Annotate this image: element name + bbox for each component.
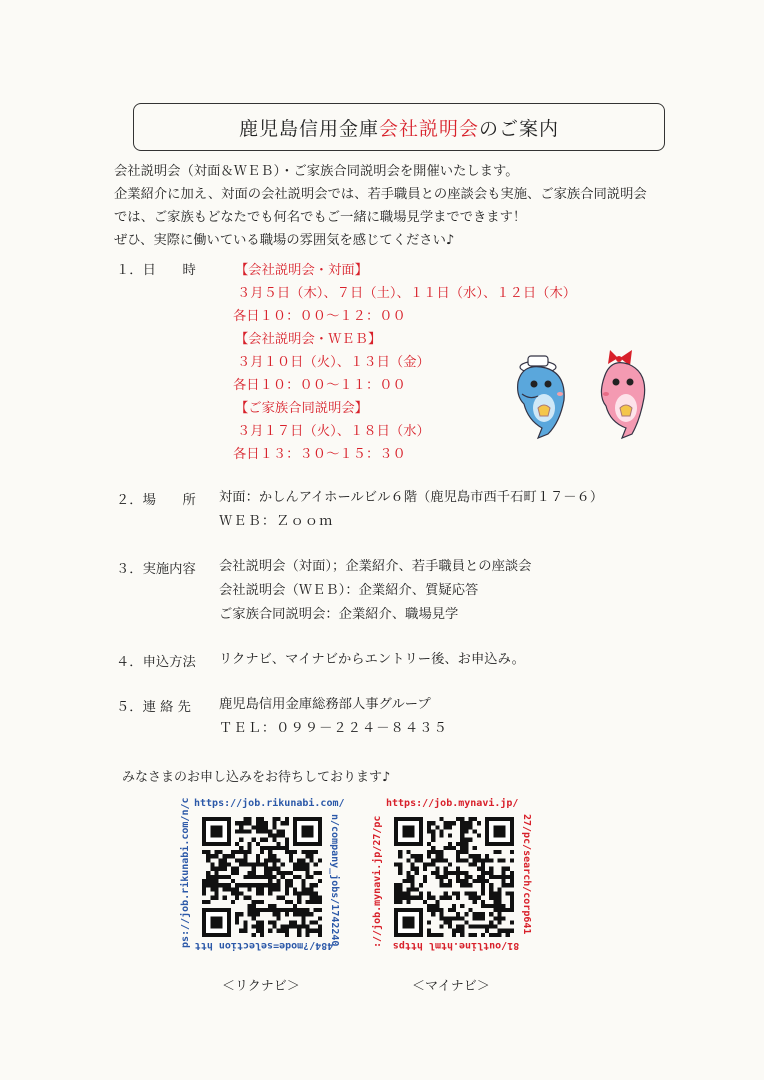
qr-url-left: ://job.mynavi.jp/27/pc: [372, 815, 383, 948]
qr-url-left: ps://job.rikunabi.com/n/c: [180, 797, 191, 948]
qr-url-right: 27/pc/search/corp641: [521, 814, 532, 935]
section-label-datetime: １．日 時: [116, 263, 196, 278]
intro-line: 企業紹介に加え、対面の会社説明会では、若手職員との座談会も実施、ご家族合同説明会: [114, 187, 647, 202]
section-label-place: ２．場 所: [116, 493, 196, 508]
title-highlight: 会社説明会: [378, 117, 479, 140]
section-text-contact: [219, 693, 448, 741]
mascot-dolphins-illustration: [508, 342, 658, 442]
section-text-place: [219, 486, 603, 534]
section-text-apply: [219, 648, 525, 672]
qr-code-icon: [202, 816, 322, 938]
schedule-heading: 【会社説明会・ＷＥＢ】: [235, 332, 382, 347]
schedule-time: 各日１０：００～１２：００: [233, 309, 406, 324]
qr-url-right-wrap: [328, 814, 342, 958]
content-line: 会社説明会（ＷＥＢ）：企業紹介、質疑応答: [219, 583, 479, 598]
content-line: ご家族合同説明会：企業紹介、職場見学: [219, 607, 459, 622]
schedule-dates: ３月１７日（火）、１８日（水）: [237, 424, 430, 439]
qr-url-top: https://job.rikunabi.com/: [194, 798, 345, 809]
qr-code-icon: [394, 816, 514, 938]
qr-url-top: https://job.mynavi.jp/: [386, 798, 519, 809]
intro-line: では、ご家族もどなたでも何名でもご一緒に職場見学までできます！: [114, 210, 527, 225]
qr-url-left-wrap: [370, 808, 384, 952]
section-label-apply: ４．申込方法: [116, 655, 196, 670]
qr-url-bottom: 81/outline.html https: [392, 940, 520, 951]
section-text-content: [219, 555, 531, 627]
place-line: ＷＥＢ：Ｚｏｏｍ: [219, 514, 334, 529]
schedule-time: 各日１３：３０～１５：３０: [233, 447, 406, 462]
qr-url-bottom: 484/?mode=selection htt: [194, 940, 334, 951]
title-box: [133, 103, 665, 151]
qr-caption-mynavi: ＜マイナビ＞: [412, 979, 490, 994]
schedule-time: 各日１０：００～１１：００: [233, 378, 406, 393]
title-suffix: のご案内: [479, 117, 560, 140]
schedule-dates: ３月１０日（火）、１３日（金）: [237, 355, 430, 370]
intro-paragraph: [114, 160, 714, 252]
schedule-dates: ３月５日（木）、７日（土）、１１日（水）、１２日（木）: [237, 286, 577, 301]
qr-url-right-wrap: [520, 814, 534, 958]
contact-phone: ＴＥＬ：０９９－２２４－８４３５: [219, 721, 448, 736]
apply-line: リクナビ、マイナビからエントリー後、お申込み。: [219, 652, 525, 667]
place-line: 対面：かしんアイホールビル６階（鹿児島市西千石町１７－６）: [219, 490, 604, 505]
section-label-content: ３．実施内容: [116, 562, 196, 577]
content-line: 会社説明会（対面）；企業紹介、若手職員との座談会: [219, 559, 532, 574]
schedule-heading: 【会社説明会・対面】: [235, 263, 368, 278]
qr-url-right: n/company_jobs/1742240: [329, 814, 340, 947]
qr-caption-rikunabi: ＜リクナビ＞: [222, 979, 300, 994]
qr-url-left-wrap: [178, 797, 192, 952]
blue-dolphin-mascot: [518, 356, 565, 438]
qr-rikunabi[interactable]: [178, 798, 348, 956]
contact-line: 鹿児島信用金庫総務部人事グループ: [219, 697, 431, 712]
intro-line: 会社説明会（対面＆ＷＥＢ）・ご家族合同説明会を開催いたします。: [114, 164, 519, 179]
pink-dolphin-mascot: [601, 350, 644, 438]
title-prefix: 鹿児島信用金庫: [238, 117, 379, 140]
section-label-contact: ５．連 絡 先: [116, 700, 191, 715]
qr-mynavi[interactable]: [370, 798, 540, 956]
closing-message: みなさまのお申し込みをお待ちしております♪: [122, 770, 391, 785]
schedule-heading: 【ご家族合同説明会】: [235, 401, 368, 416]
intro-line: ぜひ、実際に働いている職場の雰囲気を感じてください♪: [114, 233, 455, 248]
